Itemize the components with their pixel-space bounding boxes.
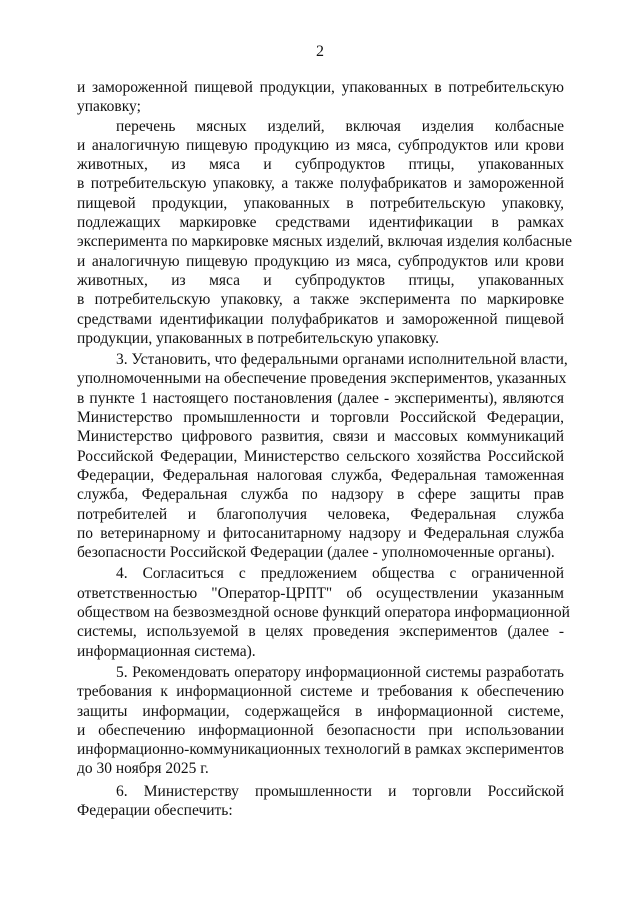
text-line: животных, из мяса и субпродуктов птицы, упакованных [77, 156, 564, 174]
text-line: Федерации обеспечить: [77, 801, 233, 819]
text-line: Российской Федерации, Министерство сельского хозяйства Российской [77, 447, 564, 465]
text-line: перечень мясных изделий, включая изделия колбасные [116, 117, 564, 135]
text-line: и аналогичную пищевую продукцию из мяса, субпродуктов или крови [77, 136, 564, 154]
text-line: 4. Согласиться с предложением общества с ограниченной [116, 565, 564, 583]
text-line: требования к информационной системе и требования к обеспечению [77, 683, 564, 701]
text-line: обществом на безвозмездной основе функций оператора информационной [77, 604, 570, 622]
text-line: 5. Рекомендовать оператору информационной системы разработать [116, 663, 564, 681]
text-line: служба, Федеральная служба по надзору в сфере защиты прав [77, 486, 564, 504]
text-line: и обеспечению информационной безопасности при использовании [77, 721, 564, 739]
text-line: потребителей и благополучия человека, Федеральная служба [77, 505, 564, 523]
text-line: защиты информации, содержащейся в информационной системе, [77, 702, 564, 720]
text-line: в пункте 1 настоящего постановления (далее - эксперименты), являются [77, 389, 564, 407]
text-line: животных, из мяса и субпродуктов птицы, упакованных [77, 271, 564, 289]
text-line: пищевой продукции, упакованных в потребительскую упаковку, [77, 194, 564, 212]
document-body [77, 78, 572, 820]
text-line: Министерство цифрового развития, связи и массовых коммуникаций [77, 428, 564, 446]
text-line: системы, используемой в целях проведения экспериментов (далее - [77, 623, 564, 641]
text-line: информационная система). [77, 642, 256, 660]
text-line: 6. Министерству промышленности и торговли Российской [116, 782, 564, 800]
text-line: и аналогичную пищевую продукцию из мяса, субпродуктов или крови [77, 252, 564, 270]
text-line: до 30 ноября 2025 г. [77, 760, 209, 778]
text-line: эксперимента по маркировке мясных изделий, включая изделия колбасные [77, 233, 572, 251]
text-line: и замороженной пищевой продукции, упакованных в потребительскую [77, 79, 564, 96]
text-line: Министерство промышленности и торговли Российской Федерации, [77, 409, 564, 427]
text-line: подлежащих маркировке средствами идентификации в рамках [77, 214, 564, 232]
text-line: 3. Установить, что федеральными органами исполнительной власти, [116, 351, 568, 369]
text-line: уполномоченными на обеспечение проведения экспериментов, указанных [77, 370, 567, 388]
text-line: в потребительскую упаковку, а также эксперимента по маркировке [77, 291, 564, 309]
text-line: средствами идентификации полуфабрикатов и замороженной пищевой [77, 310, 564, 328]
text-line: Федерации, Федеральная налоговая служба, Федеральная таможенная [77, 466, 564, 484]
page-number: 2 [316, 43, 324, 60]
text-line: продукции, упакованных в потребительскую упаковку. [77, 329, 439, 347]
text-line: ответственностью "Оператор-ЦРПТ" об осуществлении указанным [77, 584, 564, 602]
text-line: упаковку; [77, 98, 141, 116]
text-line: по ветеринарному и фитосанитарному надзору и Федеральная служба [77, 524, 564, 542]
text-line: в потребительскую упаковку, а также полуфабрикатов и замороженной [77, 175, 564, 193]
text-line: информационно-коммуникационных технологий в рамках экспериментов [77, 741, 564, 759]
text-line: безопасности Российской Федерации (далее - уполномоченные органы). [77, 544, 555, 562]
